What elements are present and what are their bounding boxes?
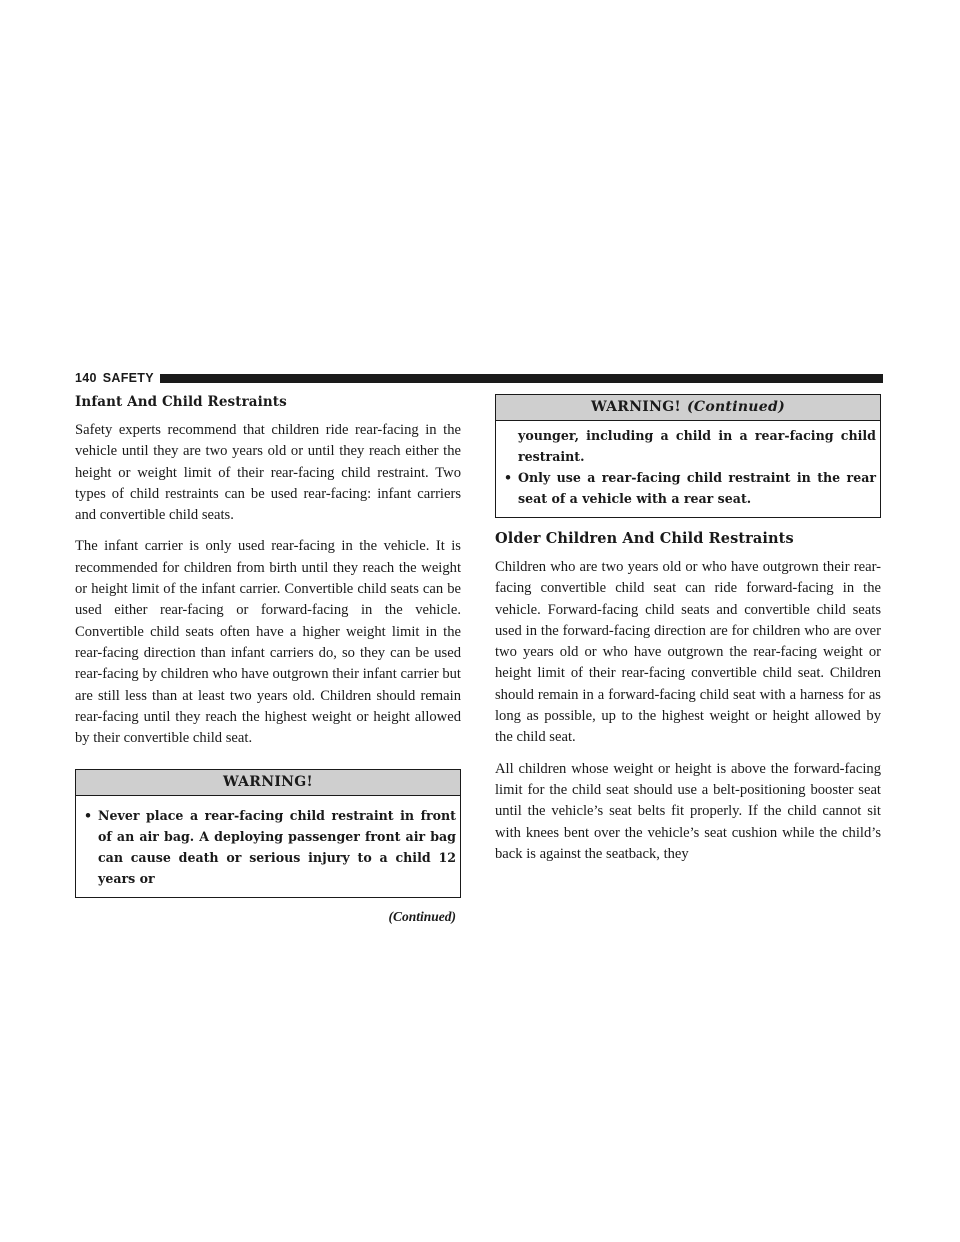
warning-continued-label: (Continued) bbox=[686, 399, 785, 415]
header-rule bbox=[160, 374, 883, 383]
warning-title-text: WARNING! bbox=[223, 774, 313, 791]
warning-item bbox=[504, 467, 876, 509]
warning-title-text: WARNING! bbox=[590, 399, 681, 415]
warning-box bbox=[75, 769, 461, 898]
left-column bbox=[75, 394, 461, 925]
warning-item-continued bbox=[504, 425, 876, 467]
page-number: 140 bbox=[75, 371, 97, 385]
warning-body-continued bbox=[496, 421, 880, 517]
right-column bbox=[495, 394, 881, 875]
warning-item-text: younger, including a child in a rear-facing child restraint. bbox=[518, 428, 876, 464]
older-children-paragraph-1: Children who are two years old or who have outgrown their rear-facing convertible child seat can ride forward-facing in the vehicle. Forward-facing child seats and convertible child seats used in the forward-facing direction are for children who are over two years old or who have outgrown the rear-facing weight or height limit of their rear-facing convertible child seat. Children should remain in a forward-facing child seat with a harness for as long as possible, up to the highest weight or height allowed by the child seat. bbox=[495, 559, 881, 746]
warning-title-continued bbox=[496, 395, 880, 421]
warning-item bbox=[84, 805, 456, 889]
infant-restraints-heading: Infant And Child Restraints bbox=[75, 394, 287, 410]
older-children-heading: Older Children And Child Restraints bbox=[495, 530, 794, 547]
infant-restraints-paragraph-2: The infant carrier is only used rear-facing in the vehicle. It is recommended for children from birth until they reach the weight or height limit of the infant carrier. Convertible child seats can be used either rear-facing or forward-facing in the vehicle. Convertible child seats often have a higher weight limit in the rear-facing direction than infant carriers do, so they can be used rear-facing by children who have outgrown their infant carrier but are still less than at least two years old. Children should remain rear-facing until they reach the highest weight or height allowed by their convertible child seat. bbox=[75, 538, 461, 747]
section-title: SAFETY bbox=[102, 371, 154, 385]
warning-item-text: Only use a rear-facing child restraint in the rear seat of a vehicle with a rear seat. bbox=[518, 470, 876, 506]
bullet-icon: • bbox=[84, 808, 93, 824]
warning-box-continued bbox=[495, 394, 881, 518]
page-header bbox=[75, 371, 883, 385]
bullet-icon: • bbox=[504, 470, 513, 485]
infant-restraints-paragraph-1: Safety experts recommend that children ride rear-facing in the vehicle until they are two years old or until they reach either the height or weight limit of their rear-facing child restraint. Two types of child restraints can be used rear-facing: infant carriers and convertible child seats. bbox=[75, 422, 461, 524]
warning-title bbox=[76, 770, 460, 796]
warning-item-text: Never place a rear-facing child restraint in front of an air bag. A deploying passenger front air bag can cause death or serious injury to a child 12 years or bbox=[98, 808, 456, 887]
warning-body bbox=[76, 796, 460, 897]
continued-note: (Continued) bbox=[388, 909, 456, 925]
older-children-paragraph-2: All children whose weight or height is above the forward-facing limit for the child seat should use a belt-positioning booster seat until the vehicle’s seat belts fit properly. If the child cannot sit with knees bent over the vehicle’s seat cushion while the child’s back is against the seatback, they bbox=[495, 760, 881, 862]
